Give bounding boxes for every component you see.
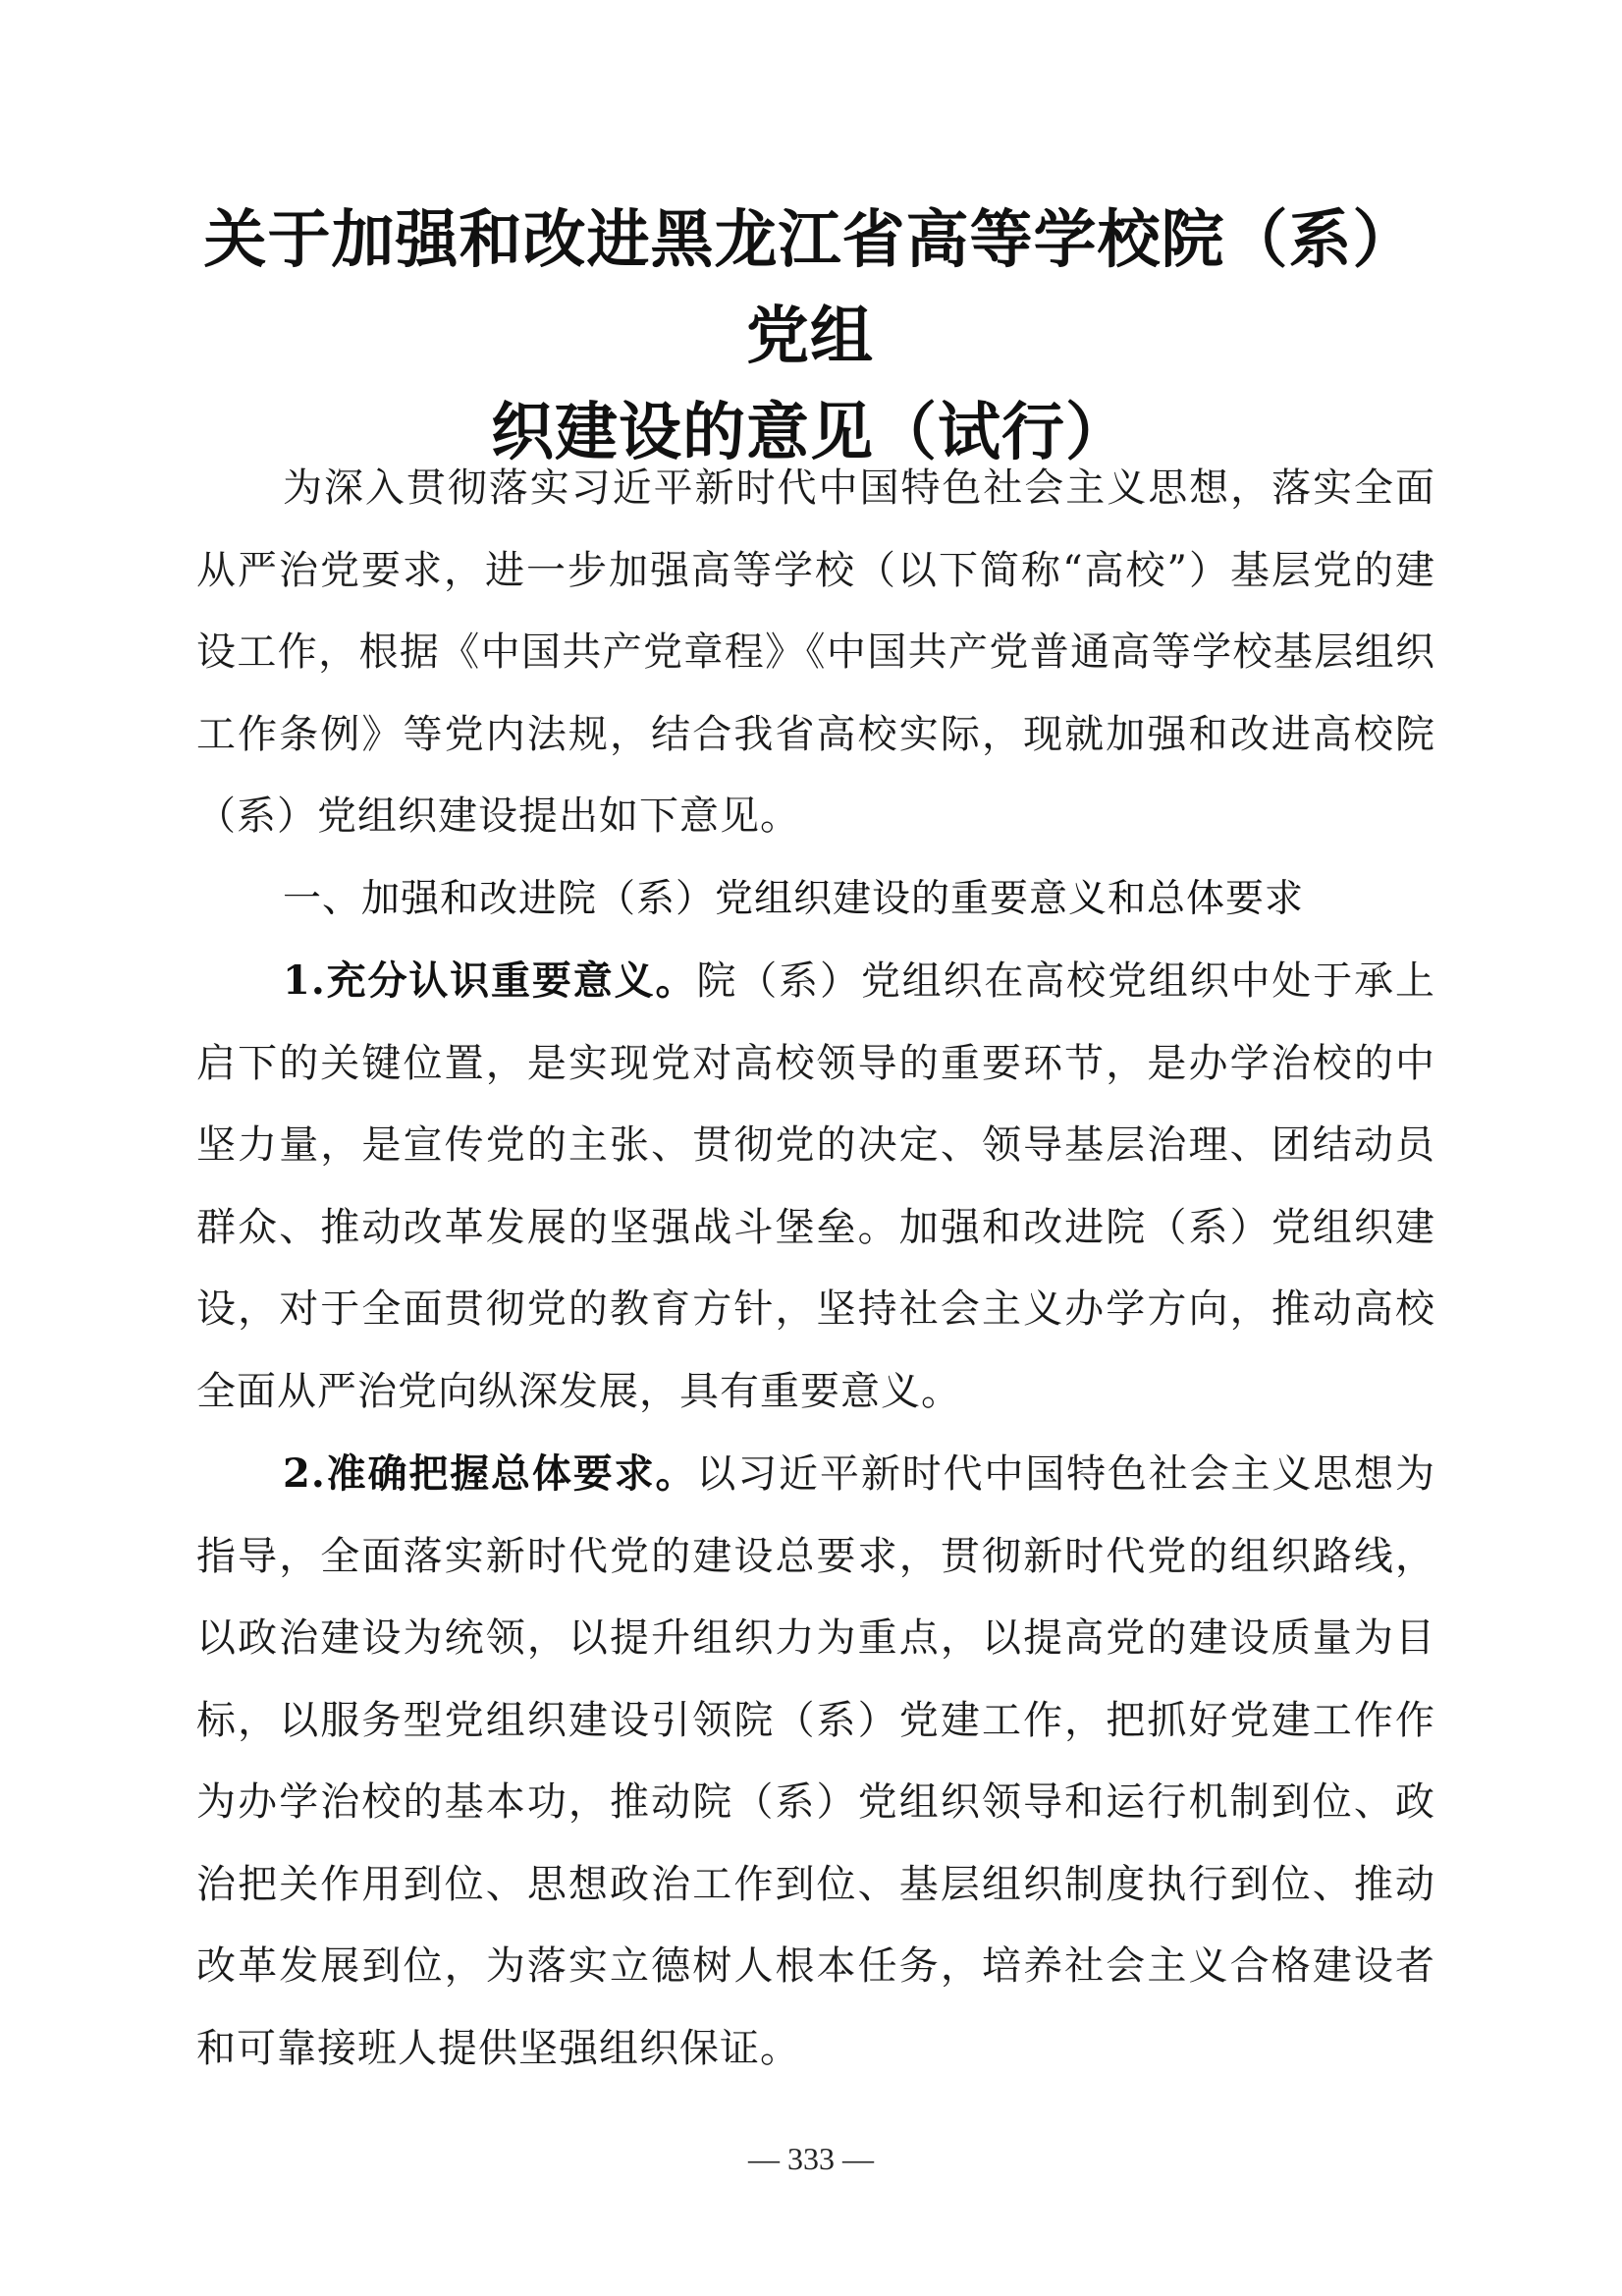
item-1-paragraph: [196, 940, 1435, 1433]
item-1-lead: 1.充分认识重要意义。: [283, 957, 697, 1004]
title-line-2: 织建设的意见（试行）: [491, 396, 1129, 469]
document-body: [196, 448, 1435, 2090]
section-heading: 一、加强和改进院（系）党组织建设的重要意义和总体要求: [283, 876, 1305, 921]
item-2-lead: 2.准确把握总体要求。: [283, 1450, 697, 1497]
document-title: [177, 192, 1443, 481]
title-line-1: 关于加强和改进黑龙江省高等学校院（系）党组: [203, 203, 1417, 373]
item-2-paragraph: [196, 1433, 1435, 2090]
item-1-text: 院（系）党组织在高校党组织中处于承上启下的关键位置，是实现党对高校领导的重要环节，是办学治校的中坚力量，是宣传党的主张、贯彻党的决定、领导基层治理、团结动员群众、推动改革发展的坚强战斗堡垒。加强和改进院（系）党组织建设，对于全面贯彻党的教育方针，坚持社会主义办学方向，推动高校全面从严治党向纵深发展，具有重要意义。: [196, 958, 1436, 1414]
item-2-text: 以习近平新时代中国特色社会主义思想为指导，全面落实新时代党的建设总要求，贯彻新时代党的组织路线，以政治建设为统领，以提升组织力为重点，以提高党的建设质量为目标，以服务型党组织建设引领院（系）党建工作，把抓好党建工作作为办学治校的基本功，推动院（系）党组织领导和运行机制到位、政治把关作用到位、思想政治工作到位、基层组织制度执行到位、推动改革发展到位，为落实立德树人根本任务，培养社会主义合格建设者和可靠接班人提供坚强组织保证。: [196, 1451, 1436, 2071]
intro-paragraph: 为深入贯彻落实习近平新时代中国特色社会主义思想，落实全面从严治党要求，进一步加强高等学校（以下简称“高校”）基层党的建设工作，根据《中国共产党章程》《中国共产党普通高等学校基层组织工作条例》等党内法规，结合我省高校实际，现就加强和改进高校院（系）党组织建设提出如下意见。: [196, 465, 1435, 839]
page-number: — 333 —: [748, 2141, 874, 2176]
